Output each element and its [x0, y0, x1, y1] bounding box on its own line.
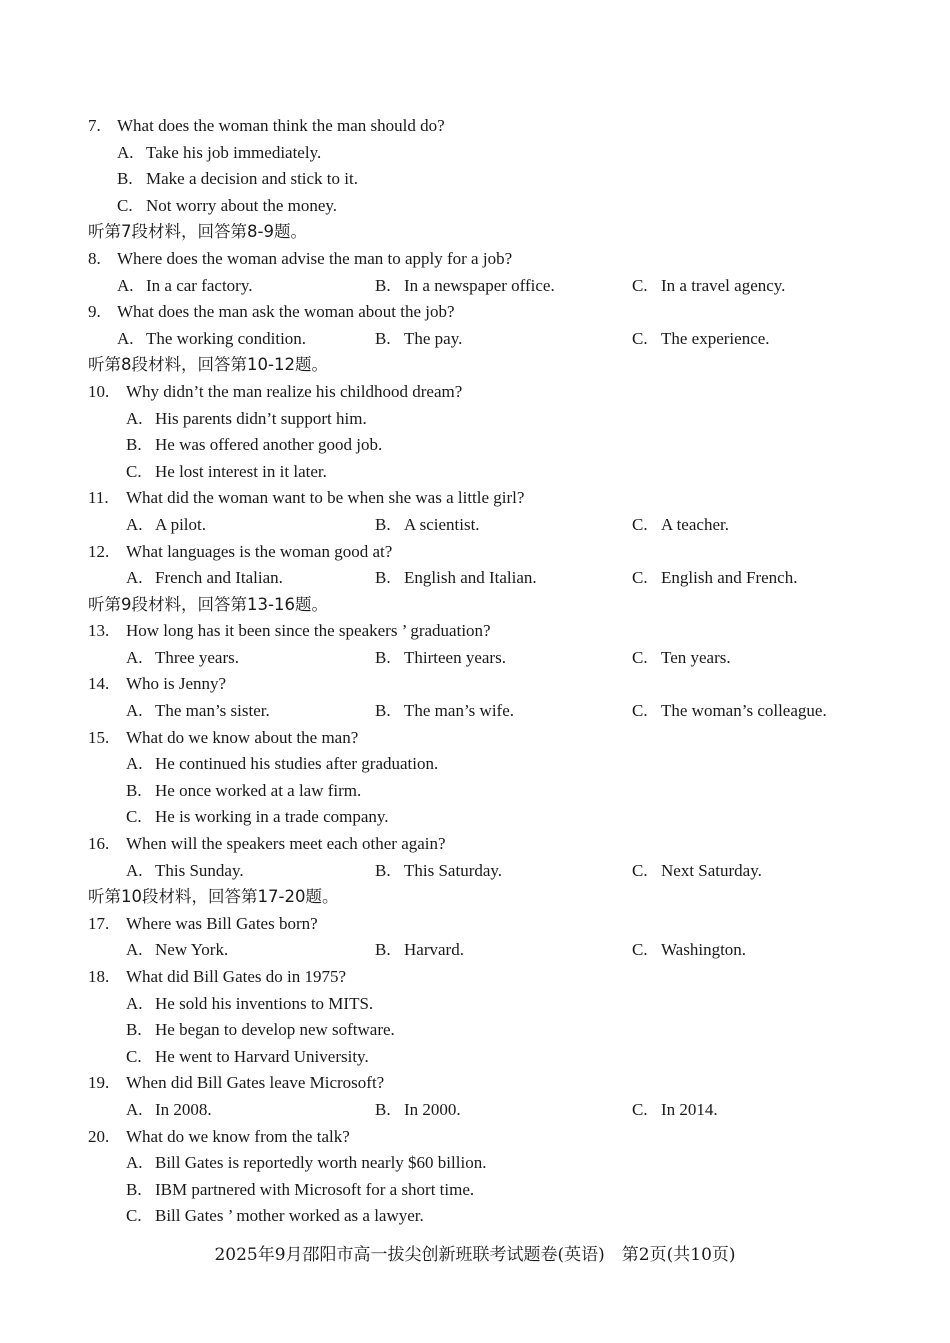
option-letter: B. [375, 275, 391, 295]
option-letter: C. [632, 701, 648, 721]
option-text: English and Italian. [404, 568, 537, 588]
option-letter: B. [375, 860, 391, 880]
question-text: What does the woman think the man should do? [117, 116, 445, 135]
option-row [0, 1044, 950, 1071]
option-text: In a car factory. [146, 275, 253, 295]
question [0, 539, 950, 566]
question-number: 19. [88, 1073, 110, 1093]
answer-option [375, 326, 462, 353]
option-text: He was offered another good job. [155, 435, 383, 455]
option-text: He is working in a trade company. [155, 807, 389, 827]
option-row [0, 1177, 950, 1204]
answer-option [375, 698, 514, 725]
answer-option [632, 645, 731, 672]
question-number: 12. [88, 541, 110, 561]
question-number: 8. [88, 248, 101, 268]
answer-option [126, 512, 206, 539]
answer-option [126, 1150, 486, 1177]
option-text: He went to Harvard University. [155, 1046, 369, 1066]
question-number: 17. [88, 913, 110, 933]
option-row [0, 140, 950, 167]
option-text: French and Italian. [155, 568, 283, 588]
question [0, 911, 950, 938]
option-text: Ten years. [661, 647, 731, 667]
option-letter: A. [126, 940, 143, 960]
answer-option [126, 1044, 369, 1071]
option-letter: A. [126, 408, 143, 428]
option-letter: A. [117, 142, 134, 162]
question-number: 13. [88, 621, 110, 641]
option-letter: B. [375, 701, 391, 721]
answer-option [632, 273, 785, 300]
option-text: He sold his inventions to MITS. [155, 993, 374, 1013]
option-letter: B. [375, 940, 391, 960]
page-footer: 2025年9月邵阳市高一拔尖创新班联考试题卷(英语) 第2页(共10页) [214, 1245, 736, 1265]
question-number: 7. [88, 116, 101, 135]
question-text: When did Bill Gates leave Microsoft? [126, 1073, 385, 1093]
option-row [0, 751, 950, 778]
option-letter: B. [126, 1020, 142, 1040]
answer-option [117, 193, 337, 220]
question-text: Why didn’t the man realize his childhood dream? [126, 381, 463, 401]
answer-option [126, 751, 438, 778]
question [0, 1070, 950, 1097]
option-row [0, 273, 950, 300]
option-text: Harvard. [404, 940, 464, 960]
answer-option [375, 645, 506, 672]
option-row [0, 991, 950, 1018]
option-letter: A. [117, 275, 134, 295]
option-letter: B. [117, 169, 133, 189]
option-text: The man’s wife. [404, 701, 514, 721]
question [0, 1124, 950, 1151]
option-letter: B. [375, 1099, 391, 1119]
option-text: The pay. [404, 328, 463, 348]
answer-option [126, 406, 367, 433]
option-letter: A. [126, 1153, 143, 1173]
option-letter: A. [126, 701, 143, 721]
answer-option [126, 1097, 212, 1124]
question [0, 246, 950, 273]
answer-option [117, 166, 358, 193]
question-number: 16. [88, 834, 110, 854]
question-text: What languages is the woman good at? [126, 541, 393, 561]
option-row [0, 645, 950, 672]
option-letter: C. [632, 860, 648, 880]
answer-option [126, 937, 228, 964]
option-row [0, 166, 950, 193]
option-text: This Sunday. [155, 860, 244, 880]
answer-option [632, 937, 746, 964]
question-number: 14. [88, 674, 110, 694]
option-letter: B. [375, 328, 391, 348]
question [0, 725, 950, 752]
answer-option [126, 459, 327, 486]
question [0, 485, 950, 512]
answer-option [126, 698, 270, 725]
option-letter: A. [126, 860, 143, 880]
option-text: A scientist. [404, 514, 480, 534]
option-row [0, 406, 950, 433]
option-text: He began to develop new software. [155, 1020, 395, 1040]
option-text: In 2014. [661, 1099, 718, 1119]
option-letter: A. [126, 1099, 143, 1119]
option-text: The man’s sister. [155, 701, 270, 721]
option-text: Next Saturday. [661, 860, 762, 880]
question-text: Who is Jenny? [126, 674, 227, 694]
answer-option [632, 858, 762, 885]
option-text: Thirteen years. [404, 647, 506, 667]
option-letter: C. [126, 807, 142, 827]
option-row [0, 1203, 950, 1230]
option-letter: A. [126, 647, 143, 667]
answer-option [375, 512, 480, 539]
question-text: When will the speakers meet each other again? [126, 834, 446, 854]
option-letter: B. [375, 514, 391, 534]
option-letter: A. [126, 993, 143, 1013]
option-row [0, 937, 950, 964]
option-letter: C. [126, 1206, 142, 1226]
question-text: How long has it been since the speakers ’ graduation? [126, 621, 491, 641]
question-text: Where was Bill Gates born? [126, 913, 318, 933]
answer-option [126, 1203, 424, 1230]
option-letter: A. [126, 514, 143, 534]
option-row [0, 1017, 950, 1044]
option-row [0, 565, 950, 592]
option-text: In a newspaper office. [404, 275, 555, 295]
option-letter: C. [126, 461, 142, 481]
option-letter: A. [126, 568, 143, 588]
option-letter: B. [375, 647, 391, 667]
option-text: His parents didn’t support him. [155, 408, 367, 428]
option-text: New York. [155, 940, 229, 960]
section-heading: 听第10段材料，回答第17-20题。 [88, 887, 339, 907]
option-text: Washington. [661, 940, 747, 960]
question [0, 671, 950, 698]
answer-option [375, 565, 537, 592]
answer-option [126, 778, 361, 805]
option-text: In 2008. [155, 1099, 212, 1119]
section-heading: 听第7段材料，回答第8-9题。 [88, 222, 307, 242]
option-letter: C. [632, 1099, 648, 1119]
answer-option [126, 1017, 395, 1044]
section-heading: 听第8段材料，回答第10-12题。 [88, 355, 328, 375]
answer-option [632, 565, 797, 592]
option-row [0, 432, 950, 459]
option-text: The woman’s colleague. [661, 701, 827, 721]
question-number: 10. [88, 381, 110, 401]
option-row [0, 778, 950, 805]
question [0, 379, 950, 406]
question-number: 9. [88, 302, 101, 322]
option-letter: C. [117, 195, 133, 215]
option-text: Make a decision and stick to it. [146, 169, 358, 189]
option-letter: C. [632, 568, 648, 588]
question [0, 113, 950, 140]
option-text: In 2000. [404, 1099, 461, 1119]
option-letter: B. [126, 1179, 142, 1199]
question [0, 299, 950, 326]
option-letter: C. [632, 514, 648, 534]
option-row [0, 1150, 950, 1177]
option-letter: C. [632, 328, 648, 348]
question-number: 18. [88, 967, 110, 986]
question-text: What did the woman want to be when she was a little girl? [126, 488, 525, 508]
answer-option [126, 991, 373, 1018]
option-text: Bill Gates is reportedly worth nearly $60 billion. [155, 1153, 487, 1173]
option-letter: B. [375, 568, 391, 588]
option-text: He lost interest in it later. [155, 461, 327, 481]
question [0, 831, 950, 858]
option-text: The experience. [661, 328, 770, 348]
option-text: He once worked at a law firm. [155, 780, 362, 800]
option-row [0, 1097, 950, 1124]
option-text: Take his job immediately. [146, 142, 322, 162]
option-text: He continued his studies after graduation. [155, 754, 439, 774]
answer-option [375, 1097, 461, 1124]
answer-option [632, 512, 729, 539]
option-letter: C. [126, 1046, 142, 1066]
option-letter: C. [632, 940, 648, 960]
option-text: English and French. [661, 568, 798, 588]
answer-option [375, 273, 555, 300]
answer-option [375, 937, 464, 964]
option-row [0, 459, 950, 486]
option-text: Not worry about the money. [146, 195, 338, 215]
question-text: What do we know from the talk? [126, 1126, 350, 1146]
answer-option [632, 698, 827, 725]
option-row [0, 858, 950, 885]
option-text: The working condition. [146, 328, 307, 348]
option-letter: A. [117, 328, 134, 348]
option-letter: B. [126, 435, 142, 455]
option-letter: C. [632, 647, 648, 667]
option-letter: C. [632, 275, 648, 295]
answer-option [126, 432, 382, 459]
option-row [0, 326, 950, 353]
option-text: Bill Gates ’ mother worked as a lawyer. [155, 1206, 424, 1226]
question-text: What do we know about the man? [126, 727, 359, 747]
question-text: What did Bill Gates do in 1975? [126, 967, 347, 986]
answer-option [117, 273, 253, 300]
question-text: What does the man ask the woman about the job? [117, 302, 455, 322]
answer-option [117, 326, 306, 353]
answer-option [117, 140, 321, 167]
option-text: A teacher. [661, 514, 729, 534]
question-text: Where does the woman advise the man to apply for a job? [117, 248, 513, 268]
question-number: 15. [88, 727, 110, 747]
answer-option [126, 565, 283, 592]
exam-page [0, 113, 950, 1230]
section-heading: 听第9段材料，回答第13-16题。 [88, 594, 328, 614]
question-number: 20. [88, 1126, 110, 1146]
question [0, 618, 950, 645]
answer-option [632, 326, 770, 353]
option-row [0, 512, 950, 539]
option-row [0, 698, 950, 725]
option-letter: B. [126, 780, 142, 800]
answer-option [126, 804, 389, 831]
option-text: IBM partnered with Microsoft for a short time. [155, 1179, 475, 1199]
answer-option [375, 858, 502, 885]
question [0, 964, 950, 991]
option-text: This Saturday. [404, 860, 503, 880]
answer-option [126, 1177, 474, 1204]
answer-option [632, 1097, 718, 1124]
option-text: In a travel agency. [661, 275, 786, 295]
answer-option [126, 858, 244, 885]
option-text: Three years. [155, 647, 240, 667]
question-number: 11. [88, 488, 109, 508]
option-row [0, 193, 950, 220]
option-row [0, 804, 950, 831]
answer-option [126, 645, 239, 672]
option-letter: A. [126, 754, 143, 774]
option-text: A pilot. [155, 514, 207, 534]
